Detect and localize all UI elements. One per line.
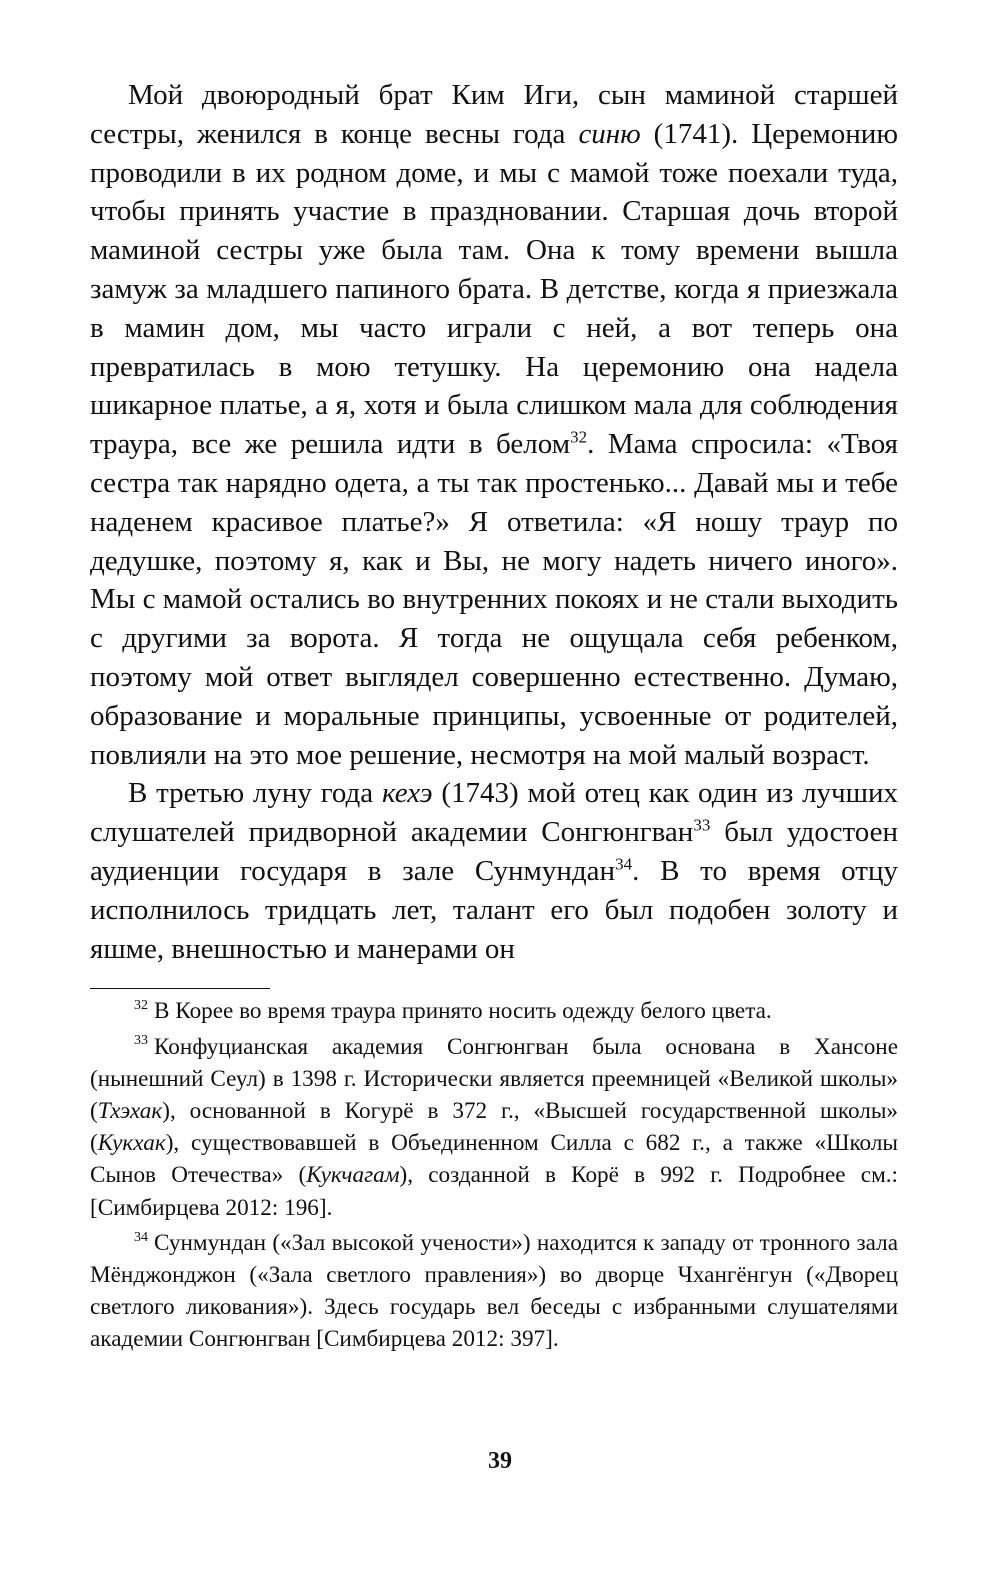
footnote-32: [90, 995, 898, 1027]
footnote-number: 32: [134, 998, 148, 1014]
text-run: (1741). Церемонию проводили в их родном доме, и мы с мамой тоже поехали туда, чтобы принять участие в праздновании. Старшая дочь второй маминой сестры уже была там. Она к тому времени вышла замуж за младшего папиного брата. В детстве, когда я приезжала в мамин дом, мы часто играли с ней, а вот теперь она превратилась в мою тетушку. На церемонию она надела шикарное платье, а я, хотя и была слишком мала для соблюдения траура, все же решила идти в белом: [90, 117, 898, 461]
page-number: 39: [488, 1448, 512, 1474]
paragraph-2: [90, 774, 898, 968]
text-run: (1743) мой отец как один из лучших слушателей придворной академии Сонгюнгван: [90, 777, 898, 849]
text-run: . Мама спросила: «Твоя сестра так нарядно одета, а ты так простенько... Давай мы и тебе наденем красивое платье?» Я ответила: «Я ношу траур по дедушке, поэтому я, как и Вы, не могу надеть ничего иного». Мы с мамой остались во внутренних покоях и не стали выходить с другими за ворота. Я тогда не ощущала себя ребенком, поэтому мой ответ выглядел совершенно естественно. Думаю, образование и моральные принципы, усвоенные от родителей, повлияли на это мое решение, несмотря на мой малый возраст.: [90, 428, 899, 771]
italic-term: синю: [578, 117, 641, 150]
paragraph-1: [90, 76, 898, 774]
footnote-text: В Корее во время траура принято носить одежду белого цвета.: [154, 998, 772, 1025]
footnote-ref-34: 34: [615, 854, 633, 874]
footnotes: [90, 995, 898, 1355]
text-run: . В то время отцу исполнилось тридцать лет, талант его был подобен золоту и яшме, внешностью и манерами он: [90, 854, 898, 965]
footnote-text: ), созданной в Корё в 992 г. Подробнее см.: [Симбирцева 2012: 196].: [90, 1162, 898, 1221]
italic-term: Тхэхак: [97, 1097, 163, 1124]
footnote-text: Сунмундан («Зал высокой учености») находится к западу от тронного зала Мёнджонджон («Зала светлого правления») во дворце Чхангёнгун («Дворец светлого ликования»). Здесь государь вел беседы с избранными слушателями академии Сонгюнгван [Симбирцева 2012: 397].: [90, 1229, 898, 1353]
text-run: В третью луну года: [128, 777, 382, 810]
text-run: был удостоен аудиенции государя в зале Сунмундан: [90, 816, 898, 887]
footnote-text: Конфуцианская академия Сонгюнгван была основана в Хансоне (нынешний Сеул) в 1398 г. Исторически является преемницей «Великой школы» (: [90, 1033, 898, 1124]
italic-term: Кукчагам: [306, 1162, 400, 1189]
italic-term: кехэ: [381, 777, 433, 810]
footnote-number: 34: [134, 1229, 148, 1245]
footnote-text: ), основанной в Когурё в 372 г., «Высшей государственной школы» (: [90, 1097, 898, 1157]
footnote-divider: [90, 988, 270, 989]
footnote-ref-32: 32: [570, 427, 588, 447]
footnote-number: 33: [134, 1033, 148, 1049]
footnote-ref-33: 33: [693, 815, 711, 835]
book-page: [90, 76, 898, 1359]
footnote-33: [90, 1031, 898, 1224]
footnote-34: [90, 1227, 898, 1356]
main-text: [90, 76, 898, 968]
text-run: Мой двоюродный брат Ким Иги, сын маминой старшей сестры, женился в конце весны года: [90, 79, 898, 150]
italic-term: Кукхак: [97, 1130, 166, 1157]
footnote-text: ), существовавшей в Объединенном Силла с 682 г., а также «Школы Сынов Отечества» (: [90, 1130, 898, 1189]
